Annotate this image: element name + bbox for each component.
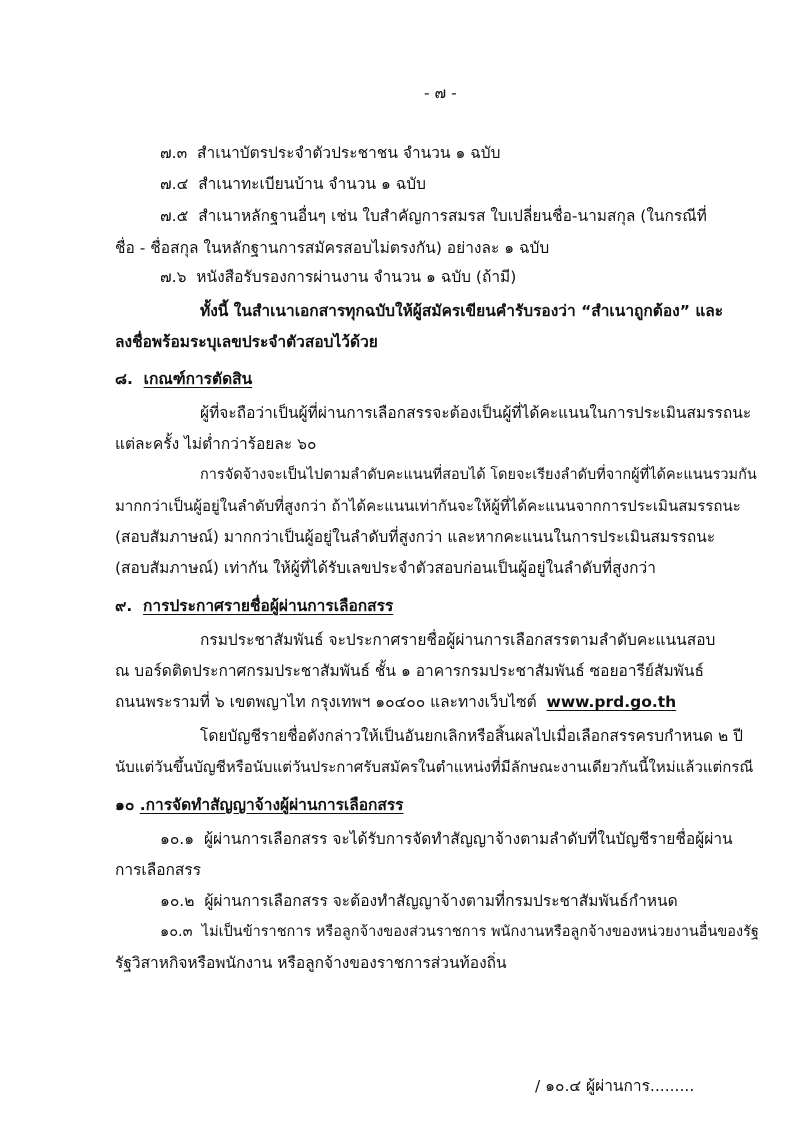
page-number: - ๗ - [424,84,457,102]
list-item [160,266,516,288]
section-title: การประกาศรายชื่อผู้ผ่านการเลือกสรร [143,597,394,615]
paragraph-line: ณ บอร์ดติดประกาศกรมประชาสัมพันธ์ ชั้น ๑ อาคารกรมประชาสัมพันธ์ ซอยอารีย์สัมพันธ์ [115,662,704,680]
paragraph-line: โดยบัญชีรายชื่อดังกล่าวให้เป็นอันยกเลิกหรือสิ้นผลไปเมื่อเลือกสรรครบกำหนด ๒ ปี [200,727,743,745]
section-number: ๙. [115,597,133,615]
item-text: สำเนาบัตรประจำตัวประชาชน จำนวน ๑ ฉบับ [197,144,501,162]
item-number: ๑๐.๓ [160,924,193,940]
item-number: ๗.๓ [160,144,188,162]
list-item [160,173,426,195]
list-item [160,921,759,943]
section-title: .การจัดทำสัญญาจ้างผู้ผ่านการเลือกสรร [139,796,404,814]
address-text: ถนนพระรามที่ ๖ เขตพญาไท กรุงเทพฯ ๑๐๔๐๐ และทางเว็บไซต์ [115,693,537,711]
paragraph-line: ผู้ที่จะถือว่าเป็นผู้ที่ผ่านการเลือกสรรจะต้องเป็นผู้ที่ได้คะแนนในการประเมินสมรรถนะ [200,404,752,422]
item-text: สำเนาทะเบียนบ้าน จำนวน ๑ ฉบับ [198,175,426,193]
list-item [160,890,678,912]
paragraph-line: กรมประชาสัมพันธ์ จะประกาศรายชื่อผู้ผ่านการเลือกสรรตามลำดับคะแนนสอบ [200,631,716,649]
item-text: ไม่เป็นข้าราชการ หรือลูกจ้างของส่วนราชการ พนักงานหรือลูกจ้างของหน่วยงานอื่นของรัฐ [201,924,759,940]
paragraph-line: (สอบสัมภาษณ์) มากกว่าเป็นผู้อยู่ในลำดับที่สูงกว่า และหากคะแนนในการประเมินสมรรถนะ [115,528,716,546]
list-item [160,205,707,227]
item-text-continued: รัฐวิสาหกิจหรือพนักงาน หรือลูกจ้างของราชการส่วนท้องถิ่น [115,954,507,972]
note-line-1: ทั้งนี้ ในสำเนาเอกสารทุกฉบับให้ผู้สมัครเขียนคำรับรองว่า “สำเนาถูกต้อง” และ [200,302,724,320]
list-item [160,828,733,850]
website-link[interactable]: www.prd.go.th [546,693,677,711]
item-text: สำเนาหลักฐานอื่นๆ เช่น ใบสำคัญการสมรส ใบเปลี่ยนชื่อ-นามสกุล (ในกรณีที่ [198,207,707,225]
item-text-continued: การเลือกสรร [115,861,202,879]
paragraph-line: การจัดจ้างจะเป็นไปตามลำดับคะแนนที่สอบได้ โดยจะเรียงลำดับที่จากผู้ที่ได้คะแนนรวมกัน [200,467,757,483]
item-number: ๑๐.๑ [160,830,195,848]
paragraph-line: นับแต่วันขึ้นบัญชีหรือนับแต่วันประกาศรับสมัครในตำแหน่งที่มีลักษณะงานเดียวกันนี้ใหม่แล้วแต่กรณี [115,758,754,776]
section-number: ๘. [115,370,133,388]
paragraph-line: (สอบสัมภาษณ์) เท่ากัน ให้ผู้ที่ได้รับเลขประจำตัวสอบก่อนเป็นผู้อยู่ในลำดับที่สูงกว่า [115,559,656,577]
item-text: ผู้ผ่านการเลือกสรร จะต้องทำสัญญาจ้างตามที่กรมประชาสัมพันธ์กำหนด [204,892,678,910]
item-text: ผู้ผ่านการเลือกสรร จะได้รับการจัดทำสัญญาจ้างตามลำดับที่ในบัญชีรายชื่อผู้ผ่าน [203,830,733,848]
list-item [160,142,500,164]
note-line-2: ลงชื่อพร้อมระบุเลขประจำตัวสอบไว้ด้วย [115,333,378,351]
item-text: หนังสือรับรองการผ่านงาน จำนวน ๑ ฉบับ (ถ้ามี) [196,268,517,286]
continuation-note: / ๑๐.๔ ผู้ผ่านการ......... [535,1077,695,1095]
section-heading [115,595,393,617]
item-text-continued: ชื่อ - ชื่อสกุล ในหลักฐานการสมัครสอบไม่ตรงกัน) อย่างละ ๑ ฉบับ [115,239,550,257]
section-number: ๑๐ [115,796,135,814]
section-title: เกณฑ์การตัดสิน [143,370,253,388]
item-number: ๗.๖ [160,268,187,286]
section-heading [115,794,404,816]
item-number: ๑๐.๒ [160,892,195,910]
paragraph-line [115,691,676,713]
paragraph-line: มากกว่าเป็นผู้อยู่ในลำดับที่สูงกว่า ถ้าได้คะแนนเท่ากันจะให้ผู้ที่ได้คะแนนจากการประเมินสมรรถนะ [115,497,741,515]
paragraph-line: แต่ละครั้ง ไม่ต่ำกว่าร้อยละ ๖๐ [115,435,317,453]
item-number: ๗.๕ [160,207,189,225]
item-number: ๗.๔ [160,175,189,193]
section-heading [115,368,252,390]
